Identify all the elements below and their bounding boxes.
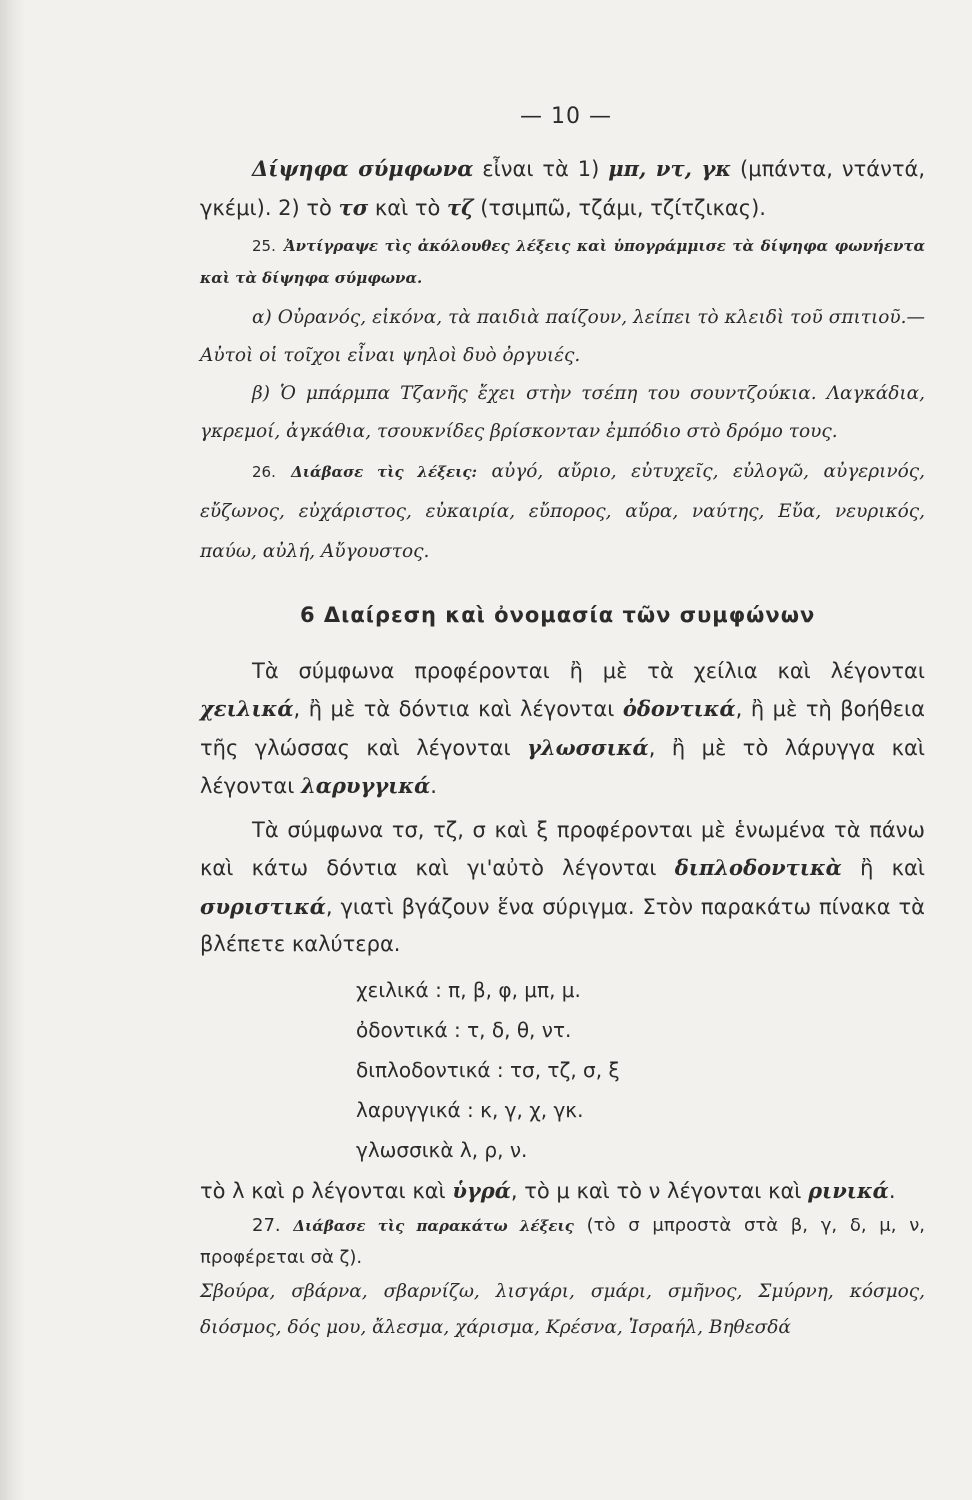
p3-term-1: ὑγρά <box>452 1177 511 1203</box>
p1-text-5: . <box>430 774 437 798</box>
exercise-25-a: α) Οὐρανός, εἰκόνα, τὰ παιδιὰ παίζουν, λείπει τὸ κλειδὶ τοῦ σπιτιοῦ.—Αὐτοὶ οἱ τοῖχοι εἶναι ψηλοὶ δυὸ ὀργυιές. <box>200 307 925 366</box>
table-row: χειλικά : π, β, φ, μπ, μ. <box>356 977 581 1002</box>
table-row: διπλοδοντικά : τσ, τζ, σ, ξ <box>356 1057 620 1082</box>
p3-text-3: . <box>888 1178 896 1203</box>
exercise-27-number: 27. <box>252 1215 281 1236</box>
table-row: ὀδοντικά : τ, δ, θ, ντ. <box>356 1017 572 1042</box>
exercise-26-words: αὐγό, αὔριο, εὐτυχεῖς, εὐλογῶ, αὐγερινός, εὔζωνος, εὐχάριστος, εὐκαιρία, εὔπορος, αὔρα, ναύτης, Εὔα, νευρικός, παύω, αὐλή, Αὔγουστος. <box>200 461 925 562</box>
p1-term-3: γλωσσικά <box>527 734 649 760</box>
intro-example-2: τσ <box>338 194 369 220</box>
intro-term: Δίψηφα σύμφωνα <box>252 156 474 181</box>
intro-text-2: (μπάντα, ντάντά, γκέμι). 2) τὸ <box>200 157 925 220</box>
p3-text-2: , τὸ μ καὶ τὸ ν λέγονται καὶ <box>510 1178 809 1203</box>
intro-example-3: τζ <box>447 194 474 220</box>
p1-term-1: χειλικά <box>200 696 294 721</box>
intro-example-1: μπ, ντ, γκ <box>608 156 732 181</box>
exercise-26-number: 26. <box>252 463 276 481</box>
p2-text-2: ἢ καὶ <box>841 856 925 880</box>
consonant-table <box>356 970 925 1170</box>
exercise-27-instruction: Διάβασε τὶς παρακάτω λέξεις <box>293 1217 574 1235</box>
exercise-25-instruction <box>200 229 925 293</box>
p2-text-3: , γιατὶ βγάζουν ἕνα σύριγμα. Στὸν παρακάτω πίνακα τὰ βλέπετε καλύτερα. <box>200 894 925 956</box>
exercise-27-words: Σβούρα, σβάρνα, σβαρνίζω, λισγάρι, σμάρι, σμῆνος, Σμύρνη, κόσμος, διόσμος, δός μου, ἄλεσμα, χάρισμα, Κρέσνα, Ἰσραήλ, Βηθεσδά <box>200 1281 925 1338</box>
section-paragraph-1 <box>200 653 925 806</box>
exercise-26 <box>200 451 925 571</box>
section-paragraph-3 <box>200 1172 925 1211</box>
exercise-26-instruction: Διάβασε τὶς λέξεις: <box>291 463 477 481</box>
p3-term-2: ρινικά <box>808 1177 889 1203</box>
intro-text-4: (τσιμπῶ, τζάμι, τζίτζικας). <box>473 195 766 220</box>
intro-paragraph <box>200 150 925 227</box>
top-spacer <box>200 100 925 150</box>
p3-text-1: τὸ λ καὶ ρ λέγονται καὶ <box>200 1178 453 1203</box>
exercise-25-instruction-text: Ἀντίγραψε τὶς ἀκόλουθες λέξεις καὶ ὑπογράμμισε τὰ δίψηφα φωνήεντα καὶ τὰ δίψηφα σύμφωνα. <box>200 237 925 287</box>
table-row: γλωσσικὰ λ, ρ, ν. <box>356 1137 528 1162</box>
intro-text-3: καὶ τὸ <box>368 195 448 220</box>
page-edge-shadow <box>0 0 26 1500</box>
p2-term-2: συριστικά <box>200 893 326 919</box>
page-number: — 10 — <box>520 104 612 129</box>
p1-text-4: , ἢ μὲ τὸ λάρυγγα καὶ λέγονται <box>200 735 925 798</box>
p1-term-4: λαρυγγικά <box>301 773 431 798</box>
document-page <box>200 100 925 1346</box>
p1-text-2: , ἢ μὲ τὰ δόντια καὶ λέγονται <box>293 697 623 721</box>
exercise-25-b: β) Ὁ μπάρμπα Τζανῆς ἔχει στὴν τσέπη του σουντζούκια. Λαγκάδια, γκρεμοί, ἀγκάθια, τσουκνίδες βρίσκονταν ἐμπόδιο στὸ δρόμο τους. <box>200 383 925 442</box>
intro-text-1: εἶναι τὰ 1) <box>473 157 609 181</box>
section-heading: 6 Διαίρεση καὶ ὀνομασία τῶν συμφώνων <box>300 603 816 627</box>
exercise-27 <box>200 1210 925 1274</box>
exercise-25-number: 25. <box>252 237 276 255</box>
section-paragraph-2 <box>200 812 925 964</box>
p1-text-1: Τὰ σύμφωνα προφέρονται ἢ μὲ τὰ χείλια καὶ λέγονται <box>252 658 925 683</box>
p1-term-2: ὀδοντικά <box>622 696 736 721</box>
exercise-27-note: (τὸ σ μπροστὰ στὰ β, γ, δ, μ, ν, προφέρεται σὰ ζ). <box>200 1215 925 1268</box>
p2-term-1: διπλοδοντικὰ <box>674 855 842 880</box>
table-row: λαρυγγικά : κ, γ, χ, γκ. <box>356 1097 584 1122</box>
p2-text-1: Τὰ σύμφωνα τσ, τζ, σ καὶ ξ προφέρονται μὲ ἑνωμένα τὰ πάνω καὶ κάτω δόντια καὶ γι'αὐτὸ λέγονται <box>200 817 925 880</box>
p1-text-3: , ἢ μὲ τὴ βοήθεια τῆς γλώσσας καὶ λέγονται <box>200 697 925 760</box>
